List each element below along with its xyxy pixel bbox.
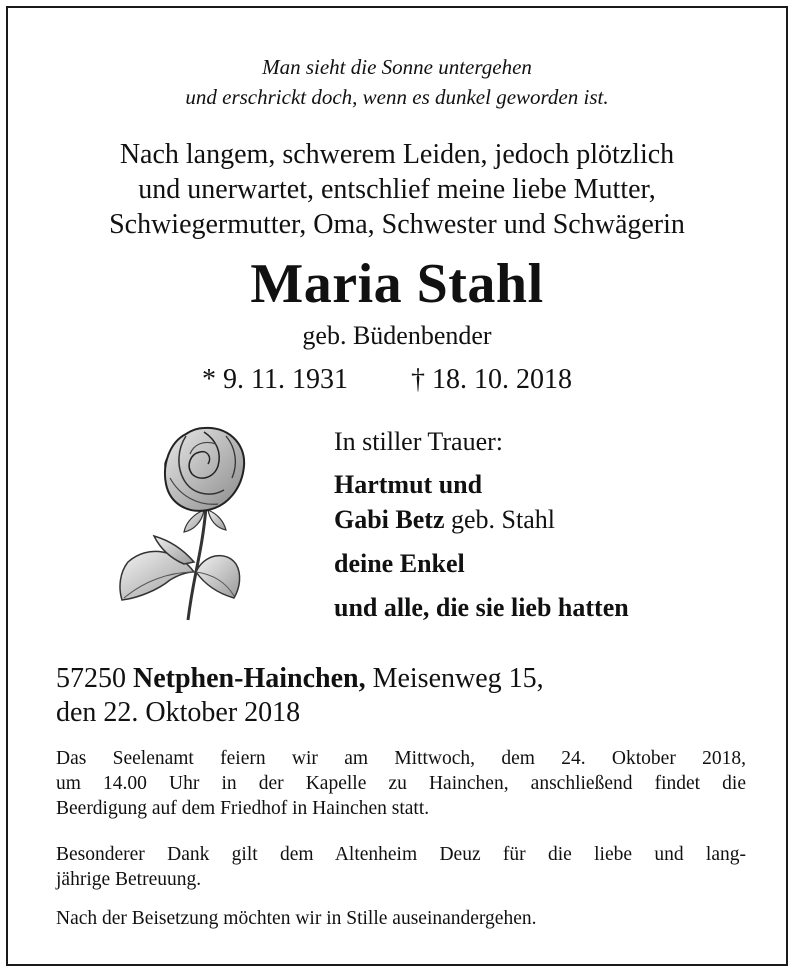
- deceased-name: Maria Stahl: [250, 253, 544, 315]
- notes-p1-line-3: Beerdigung auf dem Friedhof in Hainchen statt.: [56, 798, 430, 819]
- address-date: den 22. Oktober 2018: [56, 697, 301, 728]
- notes-paragraph-3: [56, 906, 746, 931]
- mourner-name: Gabi Betz: [334, 505, 445, 534]
- birth-date: * 9. 11. 1931: [202, 364, 348, 395]
- address-zip: 57250: [56, 663, 133, 694]
- address-street: Meisenweg 15,: [365, 663, 544, 694]
- notes-p3-line-1: Nach der Beisetzung möchten wir in Stille auseinandergehen.: [56, 908, 537, 929]
- address-line: [56, 662, 544, 695]
- intro-line-3: Schwiegermutter, Oma, Schwester und Schwägerin: [109, 209, 685, 240]
- motto-line-1: Man sieht die Sonne untergehen: [262, 55, 532, 79]
- notes-paragraph-2: [56, 842, 746, 892]
- notes-p2-line-1: Besonderer Dank gilt dem Altenheim Deuz für die liebe und lang-: [56, 844, 746, 865]
- intro-line-2: und unerwartet, entschlief meine liebe Mutter,: [138, 174, 656, 205]
- motto-line-2: und erschrickt doch, wenn es dunkel geworden ist.: [185, 85, 609, 109]
- obituary-frame: [6, 6, 788, 966]
- notes-p1-line-1: Das Seelenamt feiern wir am Mittwoch, dem 24. Oktober 2018,: [56, 748, 746, 769]
- notes-p2-line-2: jährige Betreuung.: [56, 869, 202, 890]
- mourner-birth-name: geb. Stahl: [444, 505, 555, 534]
- rose-icon: [108, 422, 248, 622]
- notes-p1-line-2: um 14.00 Uhr in der Kapelle zu Hainchen, anschließend findet die: [56, 773, 746, 794]
- mourner-line-4: und alle, die sie lieb hatten: [334, 593, 629, 622]
- notes-paragraph-1: [56, 746, 746, 821]
- mourners-heading: In stiller Trauer:: [334, 427, 503, 456]
- mourner-line-3: deine Enkel: [334, 549, 465, 578]
- death-date: † 18. 10. 2018: [411, 364, 572, 395]
- address-city: Netphen-Hainchen,: [133, 663, 366, 694]
- mourner-line-2: [334, 504, 555, 536]
- mourner-line-1: Hartmut und: [334, 470, 483, 499]
- birth-name: geb. Büdenbender: [302, 321, 492, 350]
- intro-line-1: Nach langem, schwerem Leiden, jedoch plötzlich: [119, 139, 675, 170]
